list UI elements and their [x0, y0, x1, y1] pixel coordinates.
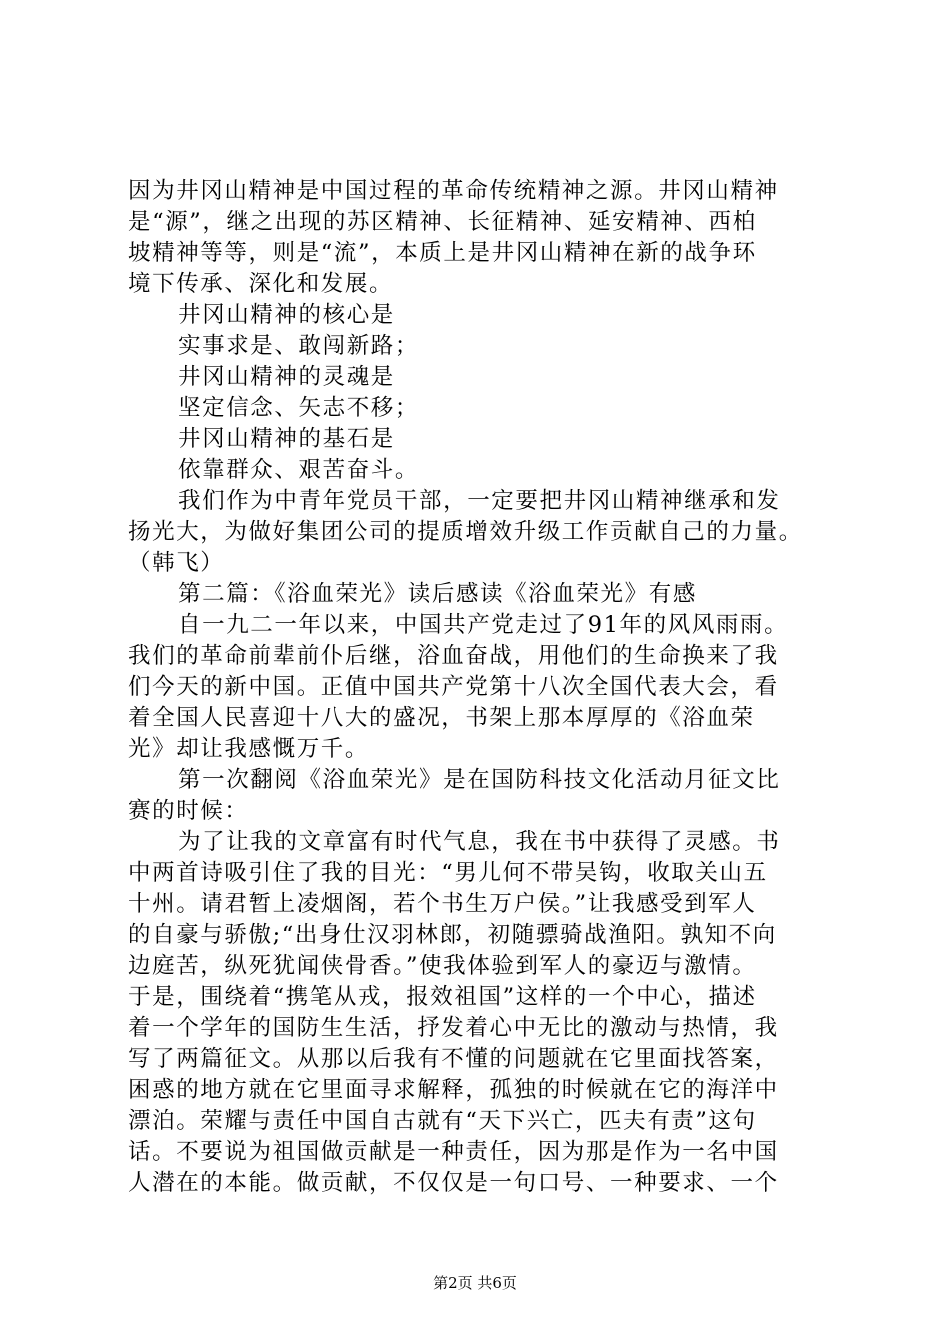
text-line: 为了让我的文章富有时代气息，我在书中获得了灵感。书	[178, 829, 781, 855]
text-line: 自一九二一年以来，中国共产党走过了91年的风风雨雨。	[178, 612, 789, 638]
text-line: （韩飞）	[128, 550, 225, 576]
text-line: 依靠群众、艰苦奋斗。	[178, 457, 420, 483]
text-line: 们今天的新中国。正值中国共产党第十八次全国代表大会，看	[128, 674, 779, 700]
text-line: 于是，围绕着“携笔从戎，报效祖国”这样的一个中心，描述	[128, 984, 757, 1010]
text-line: 光》却让我感慨万千。	[128, 736, 370, 762]
document-body	[128, 176, 834, 1199]
text-line: 边庭苦，纵死犹闻侠骨香。”使我体验到军人的豪迈与激情。	[128, 953, 757, 979]
text-line: 人潜在的本能。做贡献，不仅仅是一句口号、一种要求、一个	[128, 1170, 779, 1196]
text-line: 我们的革命前辈前仆后继，浴血奋战，用他们的生命换来了我	[128, 643, 779, 669]
text-line: 话。不要说为祖国做贡献是一种责任，因为那是作为一名中国	[128, 1139, 779, 1165]
text-line: 境下传承、深化和发展。	[128, 271, 394, 297]
text-line: 第一次翻阅《浴血荣光》是在国防科技文化活动月征文比	[178, 767, 781, 793]
text-line: 中两首诗吸引住了我的目光：“男儿何不带吴钩，收取关山五	[128, 860, 768, 886]
text-line: 漂泊。荣耀与责任中国自古就有“天下兴亡，匹夫有责”这句	[128, 1108, 757, 1134]
text-line: 我们作为中青年党员干部，一定要把井冈山精神继承和发	[178, 488, 781, 514]
text-line: 扬光大，为做好集团公司的提质增效升级工作贡献自己的力量。	[128, 519, 803, 545]
text-line: 赛的时候：	[128, 798, 249, 824]
text-line: 着一个学年的国防生生活，抒发着心中无比的激动与热情，我	[128, 1015, 779, 1041]
text-line: 十州。请君暂上凌烟阁，若个书生万户侯。”让我感受到军人	[128, 891, 757, 917]
text-line: 井冈山精神的灵魂是	[178, 364, 395, 390]
text-line: 的自豪与骄傲;“出身仕汉羽林郎，初随骠骑战渔阳。孰知不向	[128, 922, 777, 948]
text-line: 困惑的地方就在它里面寻求解释，孤独的时候就在它的海洋中	[128, 1077, 779, 1103]
text-line: 着全国人民喜迎十八大的盛况，书架上那本厚厚的《浴血荣	[128, 705, 755, 731]
text-line: 因为井冈山精神是中国过程的革命传统精神之源。井冈山精神	[128, 178, 779, 204]
page-footer: 第2页 共6页	[433, 1274, 517, 1292]
text-line: 写了两篇征文。从那以后我有不懂的问题就在它里面找答案，	[128, 1046, 779, 1072]
text-line: 第二篇：《浴血荣光》读后感读《浴血荣光》有感	[178, 581, 697, 607]
text-line: 井冈山精神的基石是	[178, 426, 395, 452]
text-line: 坡精神等等，则是“流”，本质上是井冈山精神在新的战争环	[128, 240, 757, 266]
text-line: 实事求是、敢闯新路；	[178, 333, 420, 359]
text-line: 是“源”，继之出现的苏区精神、长征精神、延安精神、西柏	[128, 209, 757, 235]
text-line: 井冈山精神的核心是	[178, 302, 395, 328]
text-line: 坚定信念、矢志不移；	[178, 395, 420, 421]
